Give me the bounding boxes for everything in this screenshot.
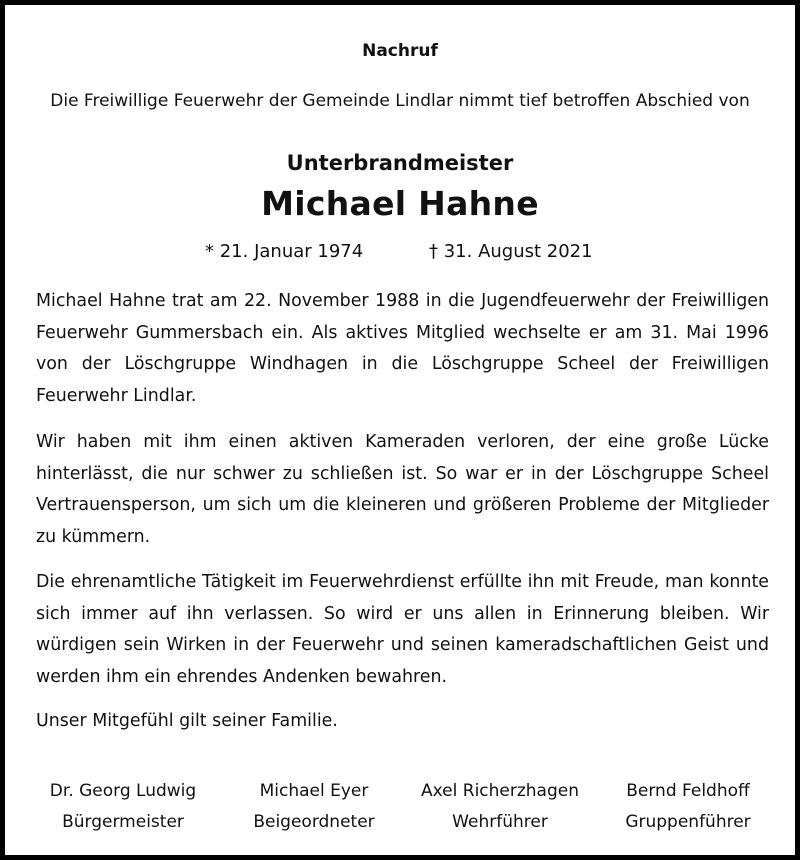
signatory-1 [33,776,213,838]
signatory-name: Dr. Georg Ludwig [49,781,197,801]
signatory-4 [605,776,771,838]
deceased-rank: Unterbrandmeister [286,151,514,175]
signatory-title: Beigeordneter [253,812,375,832]
death-date: † 31. August 2021 [429,241,593,262]
deceased-name: Michael Hahne [261,184,539,223]
signatory-3 [403,776,597,838]
signatory-name: Bernd Feldhoff [626,781,750,801]
signatory-title: Gruppenführer [625,812,751,832]
signatory-name: Axel Richerzhagen [421,781,579,801]
paragraph-tribute: Die ehrenamtliche Tätigkeit im Feuerwehrdienst erfüllte ihn mit Freude, man konnte sich immer auf ihn verlassen. So wird er uns allen in Erinnerung bleiben. Wir würdigen sein Wirken in der Feuerwehr und seinen kameradschaftlichen Geist und werden ihm ein ehrendes Andenken bewahren. [36,572,769,687]
birth-date: * 21. Januar 1974 [205,241,364,262]
signatory-title: Wehrführer [452,812,548,832]
paragraph-loss: Wir haben mit ihm einen aktiven Kameraden verloren, der eine große Lücke hinterlässt, die nur schwer zu schließen ist. So war er in der Löschgruppe Scheel Vertrauensperson, um sich um die kleineren und größeren Probleme der Mitglieder zu kümmern. [36,432,769,547]
paragraph-career: Michael Hahne trat am 22. November 1988 in die Jugendfeuerwehr der Freiwilligen Feuerwehr Gummersbach ein. Als aktives Mitglied wechselte er am 31. Mai 1996 von der Löschgruppe Windhagen in die Löschgruppe Scheel der Freiwilligen Feuerwehr Lindlar. [36,291,769,406]
notice-heading: Nachruf [362,41,438,61]
signatory-2 [227,776,401,838]
signatory-name: Michael Eyer [259,781,369,801]
intro-text: Die Freiwillige Feuerwehr der Gemeinde Lindlar nimmt tief betroffen Abschied von [50,91,750,111]
signatory-title: Bürgermeister [62,812,184,832]
paragraph-condolence: Unser Mitgefühl gilt seiner Familie. [36,711,338,731]
